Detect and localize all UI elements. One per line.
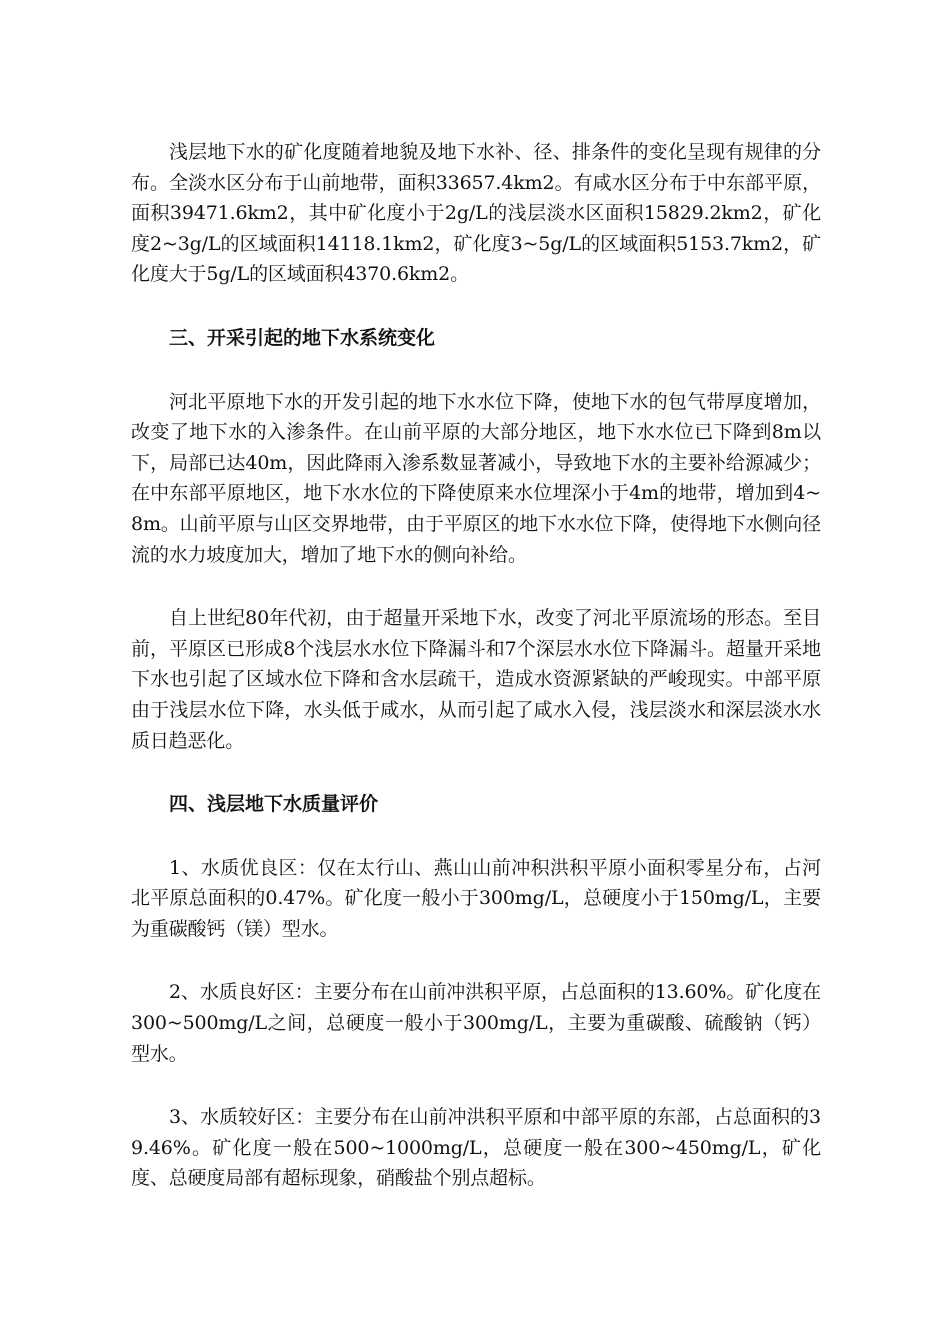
section-heading-3: 三、开采引起的地下水系统变化 — [169, 326, 436, 349]
section-heading-4: 四、浅层地下水质量评价 — [169, 793, 379, 816]
paragraph-water-level-decline: 河北平原地下水的开发引起的地下水水位下降，使地下水的包气带厚度增加，改变了地下水的入渗条件。在山前平原的大部分地区，地下水水位已下降到8m以下，局部已达40m，因此降雨入渗系数显著减小，导致地下水的主要补给源减少；在中东部平原地区，地下水水位的下降使原来水位埋深小于4m的地带，增加到4~8m。山前平原与山区交界地带，由于平原区的地下水水位下降，使得地下水侧向径流的水力坡度加大，增加了地下水的侧向补给。 — [131, 390, 821, 566]
paragraph-overexploitation: 自上世纪80年代初，由于超量开采地下水，改变了河北平原流场的形态。至目前，平原区已形成8个浅层水水位下降漏斗和7个深层水水位下降漏斗。超量开采地下水也引起了区域水位下降和含水层疏干，造成水资源紧缺的严峻现实。中部平原由于浅层水位下降，水头低于咸水，从而引起了咸水入侵，浅层淡水和深层淡水水质日趋恶化。 — [131, 607, 821, 752]
paragraph-quality-good: 2、水质良好区：主要分布在山前冲洪积平原，占总面积的13.60%。矿化度在300~500mg/L之间，总硬度一般小于300mg/L，主要为重碳酸、硫酸钠（钙）型水。 — [131, 981, 821, 1065]
paragraph-salinity-distribution: 浅层地下水的矿化度随着地貌及地下水补、径、排条件的变化呈现有规律的分布。全淡水区分布于山前地带，面积33657.4km2。有咸水区分布于中东部平原，面积39471.6km2，其中矿化度小于2g/L的浅层淡水区面积15829.2km2，矿化度2~3g/L的区域面积14118.1km2，矿化度3~5g/L的区域面积5153.7km2，矿化度大于5g/L的区域面积4370.6km2。 — [131, 141, 821, 286]
paragraph-quality-fair: 3、水质较好区：主要分布在山前冲洪积平原和中部平原的东部，占总面积的39.46%。矿化度一般在500~1000mg/L，总硬度一般在300~450mg/L，矿化度、总硬度局部有超标现象，硝酸盐个别点超标。 — [131, 1106, 821, 1190]
paragraph-quality-excellent: 1、水质优良区：仅在太行山、燕山山前冲积洪积平原小面积零星分布，占河北平原总面积的0.47%。矿化度一般小于300mg/L，总硬度小于150mg/L，主要为重碳酸钙（镁）型水。 — [131, 856, 821, 940]
document-body — [131, 137, 821, 1227]
